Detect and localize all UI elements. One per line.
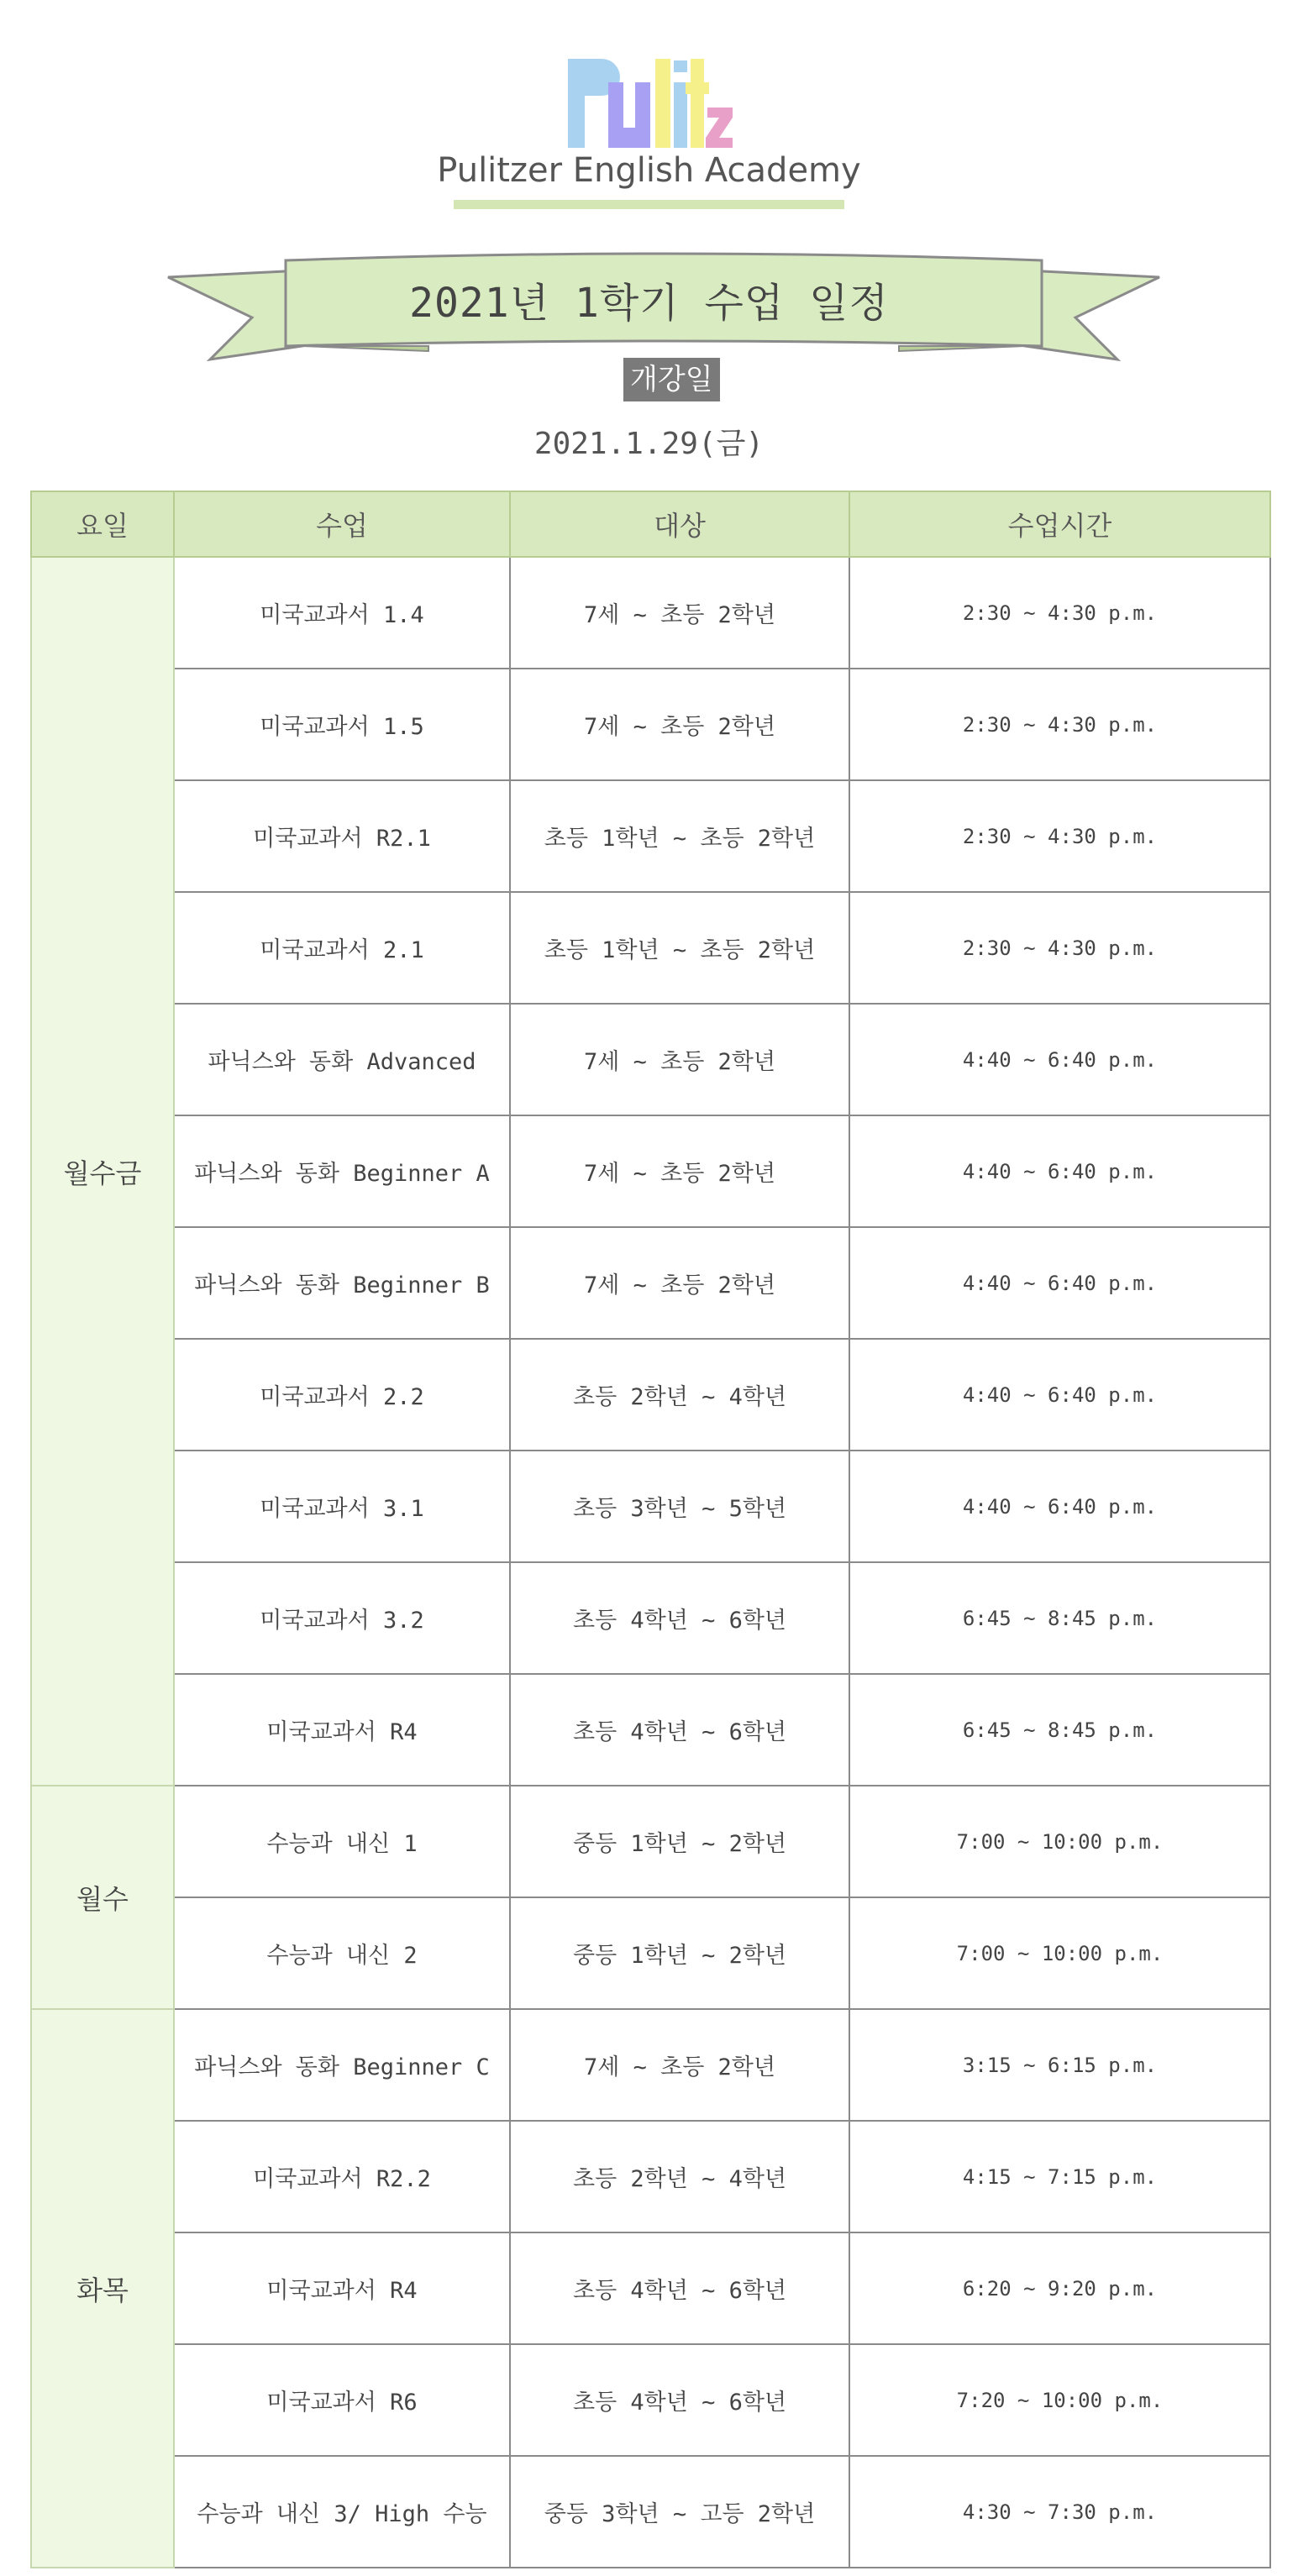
- target-cell: 7세 ~ 초등 2학년: [510, 557, 849, 669]
- page-title: 2021년 1학기 수업 일정: [409, 280, 889, 327]
- target-cell: 중등 1학년 ~ 2학년: [510, 1897, 849, 2009]
- time-cell: 2:30 ~ 4:30 p.m.: [849, 892, 1270, 1004]
- target-cell: 7세 ~ 초등 2학년: [510, 1115, 849, 1227]
- header-time: 수업시간: [849, 491, 1270, 557]
- time-cell: 7:20 ~ 10:00 p.m.: [849, 2344, 1270, 2456]
- schedule-table: [30, 491, 1271, 2568]
- class-cell: 미국교과서 R2.1: [174, 780, 510, 892]
- time-cell: 4:30 ~ 7:30 p.m.: [849, 2456, 1270, 2568]
- class-cell: 수능과 내신 2: [174, 1897, 510, 2009]
- time-cell: 7:00 ~ 10:00 p.m.: [849, 1786, 1270, 1897]
- class-cell: 미국교과서 R4: [174, 2232, 510, 2344]
- time-cell: 2:30 ~ 4:30 p.m.: [849, 780, 1270, 892]
- table-header-row: [31, 491, 1270, 557]
- time-cell: 6:45 ~ 8:45 p.m.: [849, 1562, 1270, 1674]
- table-row: [31, 1897, 1270, 2009]
- day-cell: 월수금: [31, 557, 174, 1786]
- opening-date: 2021.1.29(금): [533, 427, 765, 461]
- time-cell: 2:30 ~ 4:30 p.m.: [849, 557, 1270, 669]
- logo-letter-z: [706, 108, 733, 148]
- table-row: [31, 1562, 1270, 1674]
- time-cell: 4:40 ~ 6:40 p.m.: [849, 1227, 1270, 1339]
- class-cell: 미국교과서 1.5: [174, 669, 510, 780]
- target-cell: 초등 2학년 ~ 4학년: [510, 2121, 849, 2232]
- academy-name: Pulitzer English Academy: [437, 151, 861, 190]
- table-row: [31, 780, 1270, 892]
- logo-letter-l: [655, 59, 670, 148]
- schedule-body: [31, 557, 1270, 2568]
- time-cell: 6:45 ~ 8:45 p.m.: [849, 1674, 1270, 1786]
- time-cell: 4:40 ~ 6:40 p.m.: [849, 1115, 1270, 1227]
- table-row: [31, 2232, 1270, 2344]
- target-cell: 7세 ~ 초등 2학년: [510, 1227, 849, 1339]
- logo-letter-t: [691, 59, 704, 148]
- table-row: [31, 1674, 1270, 1786]
- time-cell: 3:15 ~ 6:15 p.m.: [849, 2009, 1270, 2121]
- target-cell: 초등 2학년 ~ 4학년: [510, 1339, 849, 1451]
- class-cell: 파닉스와 동화 Beginner C: [174, 2009, 510, 2121]
- target-cell: 중등 3학년 ~ 고등 2학년: [510, 2456, 849, 2568]
- table-row: [31, 892, 1270, 1004]
- table-row: [31, 669, 1270, 780]
- header-day: 요일: [31, 491, 174, 557]
- class-cell: 미국교과서 2.1: [174, 892, 510, 1004]
- table-row: [31, 2121, 1270, 2232]
- target-cell: 7세 ~ 초등 2학년: [510, 669, 849, 780]
- target-cell: 7세 ~ 초등 2학년: [510, 2009, 849, 2121]
- table-row: [31, 1227, 1270, 1339]
- table-row: [31, 1115, 1270, 1227]
- target-cell: 초등 1학년 ~ 초등 2학년: [510, 892, 849, 1004]
- class-cell: 미국교과서 2.2: [174, 1339, 510, 1451]
- time-cell: 7:00 ~ 10:00 p.m.: [849, 1897, 1270, 2009]
- table-row: [31, 1004, 1270, 1115]
- class-cell: 미국교과서 3.2: [174, 1562, 510, 1674]
- class-cell: 수능과 내신 3/ High 수능: [174, 2456, 510, 2568]
- table-row: [31, 2344, 1270, 2456]
- logo-letter-i: [674, 82, 687, 148]
- table-row: [31, 1451, 1270, 1562]
- logo-letter-i-dot: [674, 60, 687, 72]
- time-cell: 6:20 ~ 9:20 p.m.: [849, 2232, 1270, 2344]
- logo-letter-u: [608, 82, 650, 148]
- target-cell: 중등 1학년 ~ 2학년: [510, 1786, 849, 1897]
- time-cell: 4:40 ~ 6:40 p.m.: [849, 1339, 1270, 1451]
- table-row: [31, 557, 1270, 669]
- time-cell: 4:15 ~ 7:15 p.m.: [849, 2121, 1270, 2232]
- day-cell: 월수: [31, 1786, 174, 2009]
- class-cell: 수능과 내신 1: [174, 1786, 510, 1897]
- academy-logo: [565, 54, 733, 148]
- class-cell: 파닉스와 동화 Beginner B: [174, 1227, 510, 1339]
- class-cell: 미국교과서 R4: [174, 1674, 510, 1786]
- class-cell: 파닉스와 동화 Advanced: [174, 1004, 510, 1115]
- target-cell: 초등 4학년 ~ 6학년: [510, 2232, 849, 2344]
- table-row: [31, 2456, 1270, 2568]
- header-target: 대상: [510, 491, 849, 557]
- class-cell: 미국교과서 1.4: [174, 557, 510, 669]
- class-cell: 미국교과서 R6: [174, 2344, 510, 2456]
- header-class: 수업: [174, 491, 510, 557]
- time-cell: 2:30 ~ 4:30 p.m.: [849, 669, 1270, 780]
- class-cell: 미국교과서 3.1: [174, 1451, 510, 1562]
- target-cell: 초등 3학년 ~ 5학년: [510, 1451, 849, 1562]
- class-cell: 미국교과서 R2.2: [174, 2121, 510, 2232]
- target-cell: 7세 ~ 초등 2학년: [510, 1004, 849, 1115]
- table-row: [31, 2009, 1270, 2121]
- time-cell: 4:40 ~ 6:40 p.m.: [849, 1004, 1270, 1115]
- class-cell: 파닉스와 동화 Beginner A: [174, 1115, 510, 1227]
- target-cell: 초등 4학년 ~ 6학년: [510, 2344, 849, 2456]
- target-cell: 초등 1학년 ~ 초등 2학년: [510, 780, 849, 892]
- opening-day-badge: 개강일: [623, 358, 720, 401]
- time-cell: 4:40 ~ 6:40 p.m.: [849, 1451, 1270, 1562]
- target-cell: 초등 4학년 ~ 6학년: [510, 1674, 849, 1786]
- table-row: [31, 1786, 1270, 1897]
- target-cell: 초등 4학년 ~ 6학년: [510, 1562, 849, 1674]
- table-row: [31, 1339, 1270, 1451]
- day-cell: 화목: [31, 2009, 174, 2568]
- logo-underline: [454, 200, 844, 209]
